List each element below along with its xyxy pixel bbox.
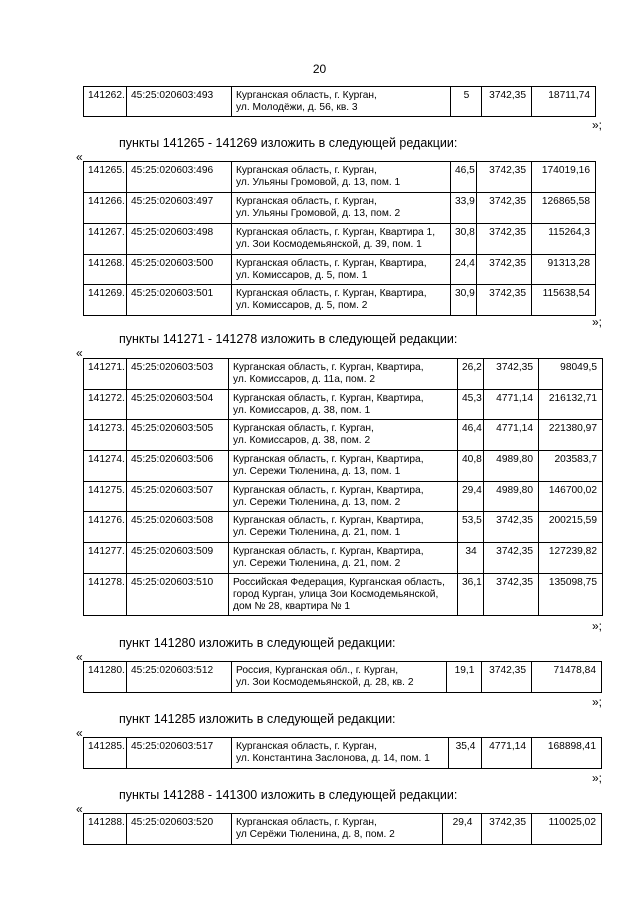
cadastral-number: 45:25:020603:497 xyxy=(127,193,232,224)
address-line: Курганская область, г. Курган, xyxy=(236,196,377,207)
total-value: 174019,16 xyxy=(532,162,596,193)
table-row xyxy=(84,543,603,574)
address-line: Курганская область, г. Курган, xyxy=(236,817,377,828)
table-row xyxy=(84,662,602,693)
row-number: 141280. xyxy=(84,662,127,693)
unit-price: 4989,80 xyxy=(484,451,539,482)
cadastral-number: 45:25:020603:503 xyxy=(127,359,229,390)
address-line: ул. Ульяны Громовой, д. 13, пом. 1 xyxy=(236,177,401,188)
cadastral-number: 45:25:020603:493 xyxy=(127,87,232,117)
row-number: 141262. xyxy=(84,87,127,117)
total-value: 146700,02 xyxy=(539,482,603,512)
address-line: ул. Комиссаров, д. 5, пом. 1 xyxy=(236,270,368,281)
address-line: Курганская область, г. Курган, Квартира, xyxy=(233,515,424,526)
unit-price: 4771,14 xyxy=(484,420,539,451)
section-heading: пункты 141288 - 141300 изложить в следующей редакции: xyxy=(119,788,458,802)
row-number: 141277. xyxy=(84,543,127,574)
property-table xyxy=(83,813,602,845)
address-line: ул. Молодёжи, д. 56, кв. 3 xyxy=(236,102,358,113)
address xyxy=(232,224,451,255)
address-line: ул. Сережи Тюленина, д. 13, пом. 2 xyxy=(233,497,401,508)
address xyxy=(232,285,451,316)
cadastral-number: 45:25:020603:504 xyxy=(127,390,229,420)
address xyxy=(232,87,451,117)
total-value: 221380,97 xyxy=(539,420,603,451)
cadastral-number: 45:25:020603:498 xyxy=(127,224,232,255)
address-line: Курганская область, г. Курган, Квартира, xyxy=(233,454,424,465)
area-value: 45,3 xyxy=(458,390,484,420)
closing-quote: »; xyxy=(592,619,603,633)
closing-quote: »; xyxy=(592,695,603,709)
total-value: 126865,58 xyxy=(532,193,596,224)
table-row xyxy=(84,87,596,117)
address xyxy=(229,359,458,390)
unit-price: 3742,35 xyxy=(477,255,532,285)
cadastral-number: 45:25:020603:509 xyxy=(127,543,229,574)
address-line: ул. Комиссаров, д. 38, пом. 1 xyxy=(233,405,371,416)
section-heading: пункт 141285 изложить в следующей редакции: xyxy=(119,712,396,726)
address-line: ул. Сережи Тюленина, д. 21, пом. 1 xyxy=(233,527,401,538)
address-line: Российская Федерация, Курганская область, xyxy=(233,577,445,588)
area-value: 24,4 xyxy=(451,255,477,285)
unit-price: 4989,80 xyxy=(484,482,539,512)
table-row xyxy=(84,193,596,224)
address-line: дом № 28, квартира № 1 xyxy=(233,601,351,612)
address-line: ул. Сережи Тюленина, д. 13, пом. 1 xyxy=(233,466,401,477)
address xyxy=(229,451,458,482)
row-number: 141268. xyxy=(84,255,127,285)
address-line: ул. Комиссаров, д. 5, пом. 2 xyxy=(236,300,368,311)
property-table xyxy=(83,358,603,616)
address-line: ул. Комиссаров, д. 11а, пом. 2 xyxy=(233,374,376,385)
cadastral-number: 45:25:020603:496 xyxy=(127,162,232,193)
row-number: 141265. xyxy=(84,162,127,193)
row-number: 141266. xyxy=(84,193,127,224)
table-row xyxy=(84,255,596,285)
address xyxy=(229,420,458,451)
cadastral-number: 45:25:020603:510 xyxy=(127,574,229,616)
unit-price: 3742,35 xyxy=(482,814,532,845)
address-line: Курганская область, г. Курган, xyxy=(236,741,377,752)
address-line: ул. Зои Космодемьянской, д. 39, пом. 1 xyxy=(236,239,422,250)
area-value: 40,8 xyxy=(458,451,484,482)
address-line: Курганская область, г. Курган, Квартира, xyxy=(236,258,427,269)
address xyxy=(229,543,458,574)
unit-price: 3742,35 xyxy=(484,512,539,543)
address-line: Россия, Курганская обл., г. Курган, xyxy=(236,665,399,676)
address-line: ул Серёжи Тюленина, д. 8, пом. 2 xyxy=(236,829,395,840)
address xyxy=(232,162,451,193)
unit-price: 3742,35 xyxy=(477,285,532,316)
property-table xyxy=(83,661,602,693)
address-line: ул. Ульяны Громовой, д. 13, пом. 2 xyxy=(236,208,401,219)
row-number: 141276. xyxy=(84,512,127,543)
total-value: 115638,54 xyxy=(532,285,596,316)
total-value: 216132,71 xyxy=(539,390,603,420)
row-number: 141271. xyxy=(84,359,127,390)
unit-price: 3742,35 xyxy=(484,359,539,390)
cadastral-number: 45:25:020603:500 xyxy=(127,255,232,285)
opening-quote: « xyxy=(76,726,83,740)
total-value: 127239,82 xyxy=(539,543,603,574)
unit-price: 3742,35 xyxy=(484,574,539,616)
table-row xyxy=(84,512,603,543)
total-value: 98049,5 xyxy=(539,359,603,390)
unit-price: 3742,35 xyxy=(477,162,532,193)
opening-quote: « xyxy=(76,346,83,360)
address-line: город Курган, улица Зои Космодемьянской, xyxy=(233,589,439,600)
table-row xyxy=(84,451,603,482)
address-line: ул. Константина Заслонова, д. 14, пом. 1 xyxy=(236,753,430,764)
total-value: 168898,41 xyxy=(532,738,602,769)
total-value: 200215,59 xyxy=(539,512,603,543)
row-number: 141269. xyxy=(84,285,127,316)
row-number: 141267. xyxy=(84,224,127,255)
unit-price: 4771,14 xyxy=(482,738,532,769)
area-value: 35,4 xyxy=(449,738,482,769)
cadastral-number: 45:25:020603:520 xyxy=(127,814,232,845)
page-number: 20 xyxy=(312,62,327,76)
address-line: ул. Сережи Тюленина, д. 21, пом. 2 xyxy=(233,558,401,569)
address xyxy=(229,482,458,512)
table-row xyxy=(84,224,596,255)
closing-quote: »; xyxy=(592,771,603,785)
table-row xyxy=(84,574,603,616)
address-line: ул. Комиссаров, д. 38, пом. 2 xyxy=(233,435,371,446)
table-row xyxy=(84,738,602,769)
address-line: ул. Зои Космодемьянской, д. 28, кв. 2 xyxy=(236,677,414,688)
cadastral-number: 45:25:020603:501 xyxy=(127,285,232,316)
unit-price: 3742,35 xyxy=(482,87,532,117)
cadastral-number: 45:25:020603:505 xyxy=(127,420,229,451)
area-value: 46,4 xyxy=(458,420,484,451)
total-value: 203583,7 xyxy=(539,451,603,482)
row-number: 141288. xyxy=(84,814,127,845)
property-table xyxy=(83,161,596,316)
row-number: 141278. xyxy=(84,574,127,616)
address-line: Курганская область, г. Курган, Квартира, xyxy=(233,362,424,373)
unit-price: 3742,35 xyxy=(477,193,532,224)
address xyxy=(232,193,451,224)
address xyxy=(232,662,447,693)
address xyxy=(232,255,451,285)
property-table xyxy=(83,86,596,117)
total-value: 110025,02 xyxy=(532,814,602,845)
address xyxy=(229,574,458,616)
address-line: Курганская область, г. Курган, xyxy=(236,165,377,176)
table-row xyxy=(84,162,596,193)
section-heading: пункты 141271 - 141278 изложить в следующей редакции: xyxy=(119,332,458,346)
table-row xyxy=(84,814,602,845)
cadastral-number: 45:25:020603:506 xyxy=(127,451,229,482)
address xyxy=(229,512,458,543)
area-value: 53,5 xyxy=(458,512,484,543)
area-value: 36,1 xyxy=(458,574,484,616)
closing-quote: »; xyxy=(592,315,603,329)
cadastral-number: 45:25:020603:512 xyxy=(127,662,232,693)
opening-quote: « xyxy=(76,802,83,816)
cadastral-number: 45:25:020603:507 xyxy=(127,482,229,512)
address-line: Курганская область, г. Курган, Квартира, xyxy=(233,393,424,404)
area-value: 30,8 xyxy=(451,224,477,255)
address-line: Курганская область, г. Курган, xyxy=(233,423,374,434)
table-row xyxy=(84,285,596,316)
total-value: 71478,84 xyxy=(532,662,602,693)
section-heading: пункт 141280 изложить в следующей редакции: xyxy=(119,636,396,650)
row-number: 141285. xyxy=(84,738,127,769)
cadastral-number: 45:25:020603:508 xyxy=(127,512,229,543)
area-value: 26,2 xyxy=(458,359,484,390)
row-number: 141275. xyxy=(84,482,127,512)
address-line: Курганская область, г. Курган, Квартира, xyxy=(233,485,424,496)
total-value: 91313,28 xyxy=(532,255,596,285)
area-value: 34 xyxy=(458,543,484,574)
unit-price: 4771,14 xyxy=(484,390,539,420)
area-value: 46,5 xyxy=(451,162,477,193)
address xyxy=(232,814,443,845)
row-number: 141273. xyxy=(84,420,127,451)
cadastral-number: 45:25:020603:517 xyxy=(127,738,232,769)
row-number: 141274. xyxy=(84,451,127,482)
unit-price: 3742,35 xyxy=(484,543,539,574)
address-line: Курганская область, г. Курган, Квартира, xyxy=(233,546,424,557)
address xyxy=(232,738,449,769)
opening-quote: « xyxy=(76,150,83,164)
table-row xyxy=(84,482,603,512)
address-line: Курганская область, г. Курган, xyxy=(236,90,377,101)
area-value: 30,9 xyxy=(451,285,477,316)
opening-quote: « xyxy=(76,650,83,664)
total-value: 115264,3 xyxy=(532,224,596,255)
table-row xyxy=(84,359,603,390)
address-line: Курганская область, г. Курган, Квартира 1, xyxy=(236,227,436,238)
area-value: 29,4 xyxy=(458,482,484,512)
area-value: 5 xyxy=(451,87,482,117)
unit-price: 3742,35 xyxy=(482,662,532,693)
closing-quote: »; xyxy=(592,118,603,132)
area-value: 29,4 xyxy=(443,814,482,845)
property-table xyxy=(83,737,602,769)
section-heading: пункты 141265 - 141269 изложить в следующей редакции: xyxy=(119,136,458,150)
table-row xyxy=(84,420,603,451)
unit-price: 3742,35 xyxy=(477,224,532,255)
total-value: 18711,74 xyxy=(532,87,596,117)
area-value: 33,9 xyxy=(451,193,477,224)
table-row xyxy=(84,390,603,420)
row-number: 141272. xyxy=(84,390,127,420)
area-value: 19,1 xyxy=(447,662,482,693)
address xyxy=(229,390,458,420)
address-line: Курганская область, г. Курган, Квартира, xyxy=(236,288,427,299)
total-value: 135098,75 xyxy=(539,574,603,616)
